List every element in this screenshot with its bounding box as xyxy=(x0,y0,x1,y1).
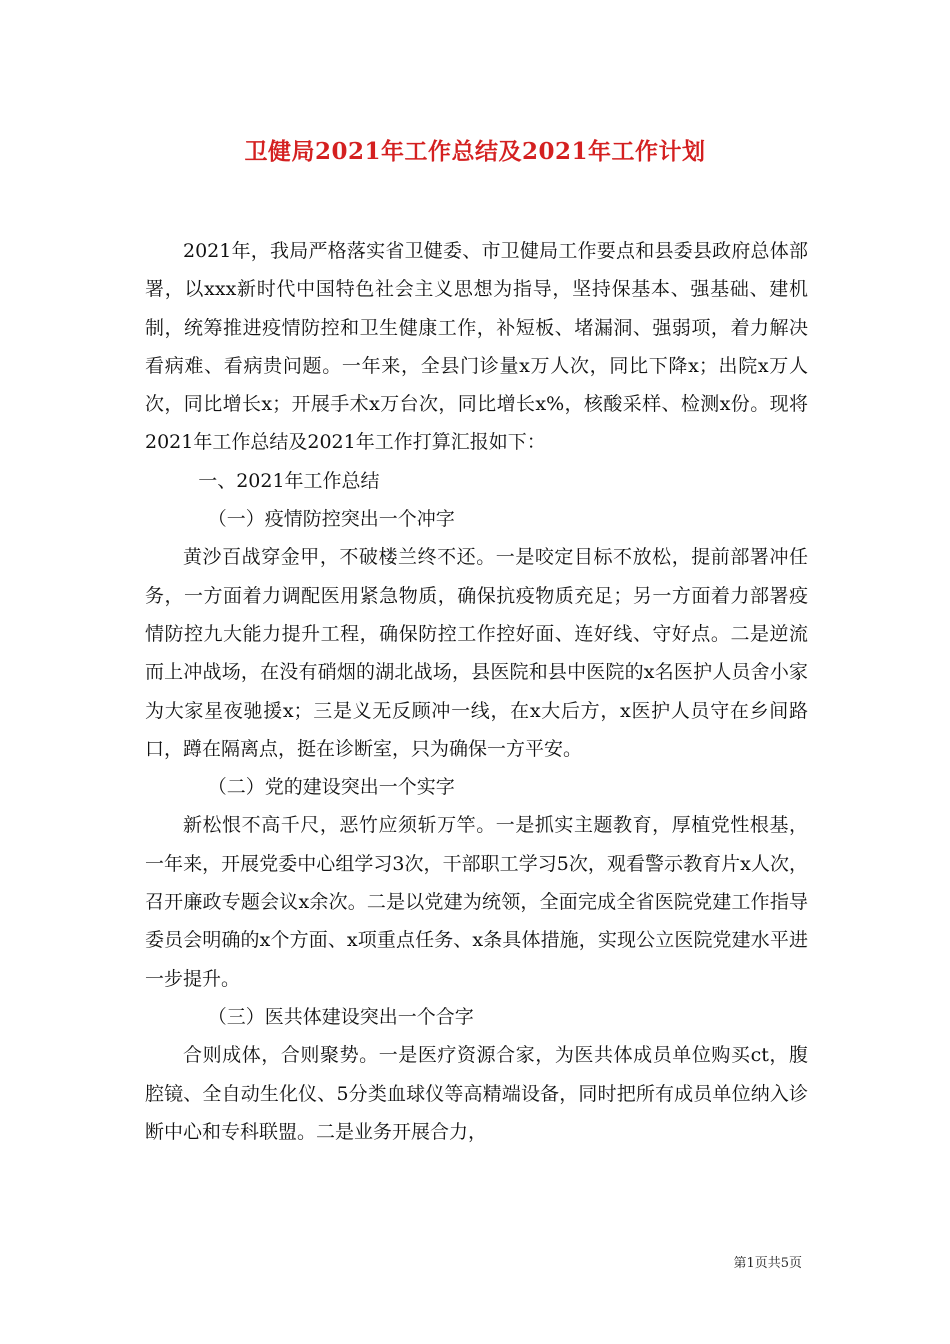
body-paragraph: 合则成体，合则聚势。一是医疗资源合家，为医共体成员单位购买ct，腹腔镜、全自动生化仪、5分类血球仪等高精端设备，同时把所有成员单位纳入诊断中心和专科联盟。二是业务开展合力， xyxy=(145,1044,808,1143)
intro-paragraph: 2021年，我局严格落实省卫健委、市卫健局工作要点和县委县政府总体部署，以xxx新时代中国特色社会主义思想为指导，坚持保基本、强基础、建机制，统筹推进疫情防控和卫生健康工作，补短板、堵漏洞、强弱项，着力解决看病难、看病贵问题。一年来，全县门诊量x万人次，同比下降x；出院x万人次，同比增长x；开展手术x万台次，同比增长x%，核酸采样、检测x份。现将2021年工作总结及2021年工作打算汇报如下： xyxy=(145,240,808,454)
document-body xyxy=(145,232,808,1151)
subsection-heading: （一）疫情防控突出一个冲字 xyxy=(207,508,455,531)
page-title: 卫健局2021年工作总结及2021年工作计划 xyxy=(244,138,706,165)
subsection-heading: （三）医共体建设突出一个合字 xyxy=(207,1005,474,1028)
subsection-heading: （二）党的建设突出一个实字 xyxy=(207,776,455,799)
section-heading: 一、2021年工作总结 xyxy=(198,469,380,492)
body-paragraph: 黄沙百战穿金甲，不破楼兰终不还。一是咬定目标不放松，提前部署冲任务，一方面着力调配医用紧急物质，确保抗疫物质充足；另一方面着力部署疫情防控九大能力提升工程，确保防控工作控好面、连好线、守好点。二是逆流而上冲战场，在没有硝烟的湖北战场，县医院和县中医院的x名医护人员舍小家为大家星夜驰援x；三是义无反顾冲一线，在x大后方，x医护人员守在乡间路口，蹲在隔离点，挺在诊断室，只为确保一方平安。 xyxy=(145,546,808,760)
page-number: 第1页共5页 xyxy=(733,1256,802,1271)
body-paragraph: 新松恨不高千尺，恶竹应须斩万竿。一是抓实主题教育，厚植党性根基，一年来，开展党委中心组学习3次，干部职工学习5次，观看警示教育片x人次，召开廉政专题会议x余次。二是以党建为统领，全面完成全省医院党建工作指导委员会明确的x个方面、x项重点任务、x条具体措施，实现公立医院党建水平进一步提升。 xyxy=(145,814,808,990)
